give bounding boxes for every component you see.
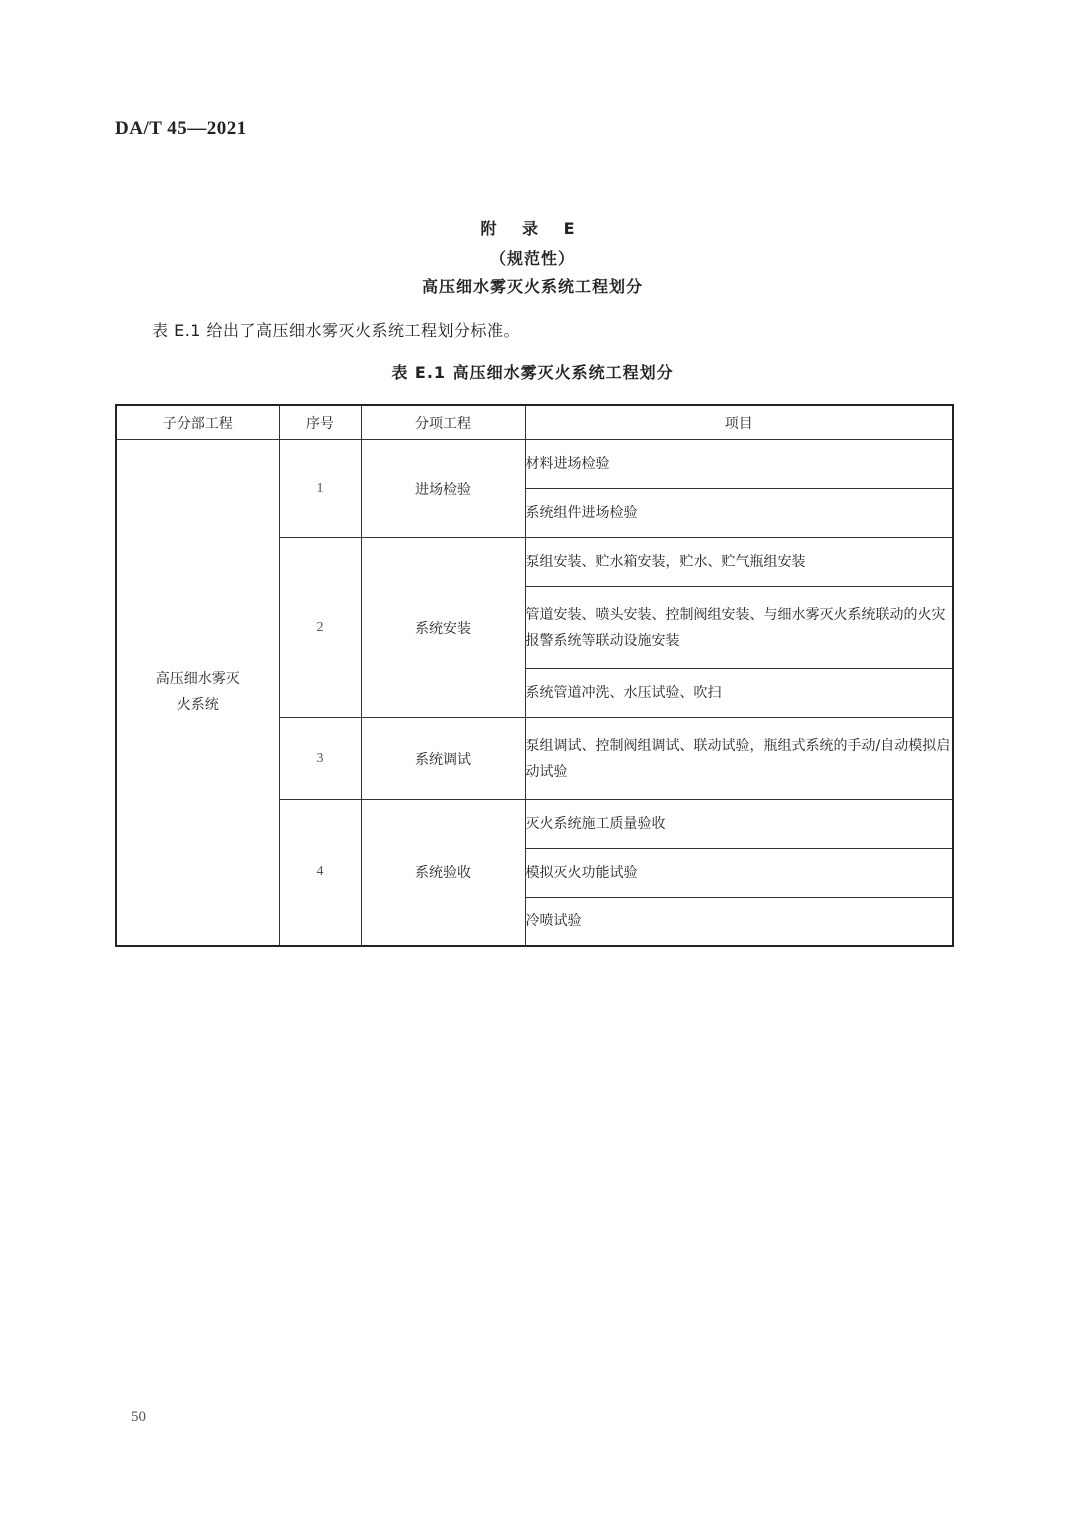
- project-cell: 材料进场检验: [525, 440, 953, 489]
- subsection-label: 高压细水雾灭火系统: [155, 671, 240, 714]
- item-name-cell: 系统验收: [361, 800, 525, 946]
- project-cell: 模拟灭火功能试验: [525, 849, 953, 898]
- appendix-nature: （规范性）: [489, 249, 575, 268]
- seq-cell: 1: [279, 440, 361, 538]
- item-name-cell: 进场检验: [361, 440, 525, 538]
- item-name-cell: 系统调试: [361, 718, 525, 800]
- header-item-name: 分项工程: [361, 405, 525, 440]
- project-cell: 泵组安装、贮水箱安装，贮水、贮气瓶组安装: [525, 538, 953, 587]
- appendix-heading: 高压细水雾灭火系统工程划分: [421, 277, 643, 296]
- seq-cell: 4: [279, 800, 361, 946]
- project-cell: 泵组调试、控制阀组调试、联动试验，瓶组式系统的手动/自动模拟启动试验: [525, 718, 953, 800]
- project-cell: 灭火系统施工质量验收: [525, 800, 953, 849]
- seq-cell: 2: [279, 538, 361, 718]
- seq-cell: 3: [279, 718, 361, 800]
- header-project: 项目: [525, 405, 953, 440]
- appendix-title: 附 录 E: [480, 219, 585, 238]
- intro-paragraph: 表 E.1 给出了高压细水雾灭火系统工程划分标准。: [152, 321, 521, 340]
- subsection-cell: [116, 440, 279, 946]
- project-cell: 系统组件进场检验: [525, 489, 953, 538]
- page-number: 50: [131, 1409, 146, 1425]
- project-cell: 冷喷试验: [525, 898, 953, 946]
- header-subsection: 子分部工程: [116, 405, 279, 440]
- table-header-row: [116, 405, 953, 440]
- item-name-cell: 系统安装: [361, 538, 525, 718]
- table-row: [116, 440, 953, 489]
- project-cell: 管道安装、喷头安装、控制阀组安装、与细水雾灭火系统联动的火灾报警系统等联动设施安装: [525, 587, 953, 669]
- header-seq: 序号: [279, 405, 361, 440]
- table-caption: 表 E.1 高压细水雾灭火系统工程划分: [391, 363, 674, 382]
- standard-code: DA/T 45—2021: [115, 118, 247, 139]
- division-table: [115, 404, 954, 947]
- project-cell: 系统管道冲洗、水压试验、吹扫: [525, 669, 953, 718]
